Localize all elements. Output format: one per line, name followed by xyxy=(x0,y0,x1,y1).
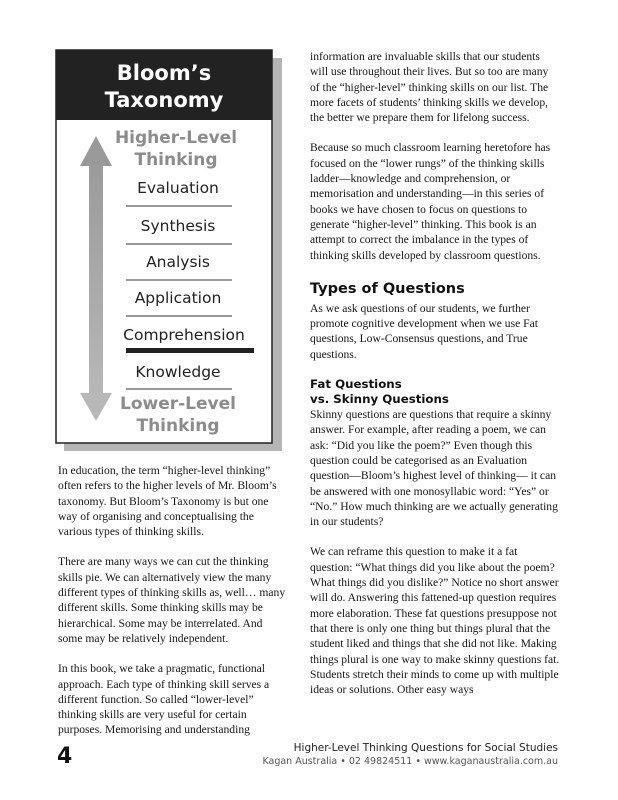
page-number: 4 xyxy=(57,744,73,769)
left-paragraph-1: In education, the term “higher-level thinking” often refers to the higher levels of Mr. Bloom’s taxonomy. But Bloom’s Taxonomy is but one way of organising and conceptualising the various types of thinking skills. xyxy=(58,464,277,539)
level-knowledge: Knowledge xyxy=(135,363,221,381)
subheading-fat-questions: Fat Questions xyxy=(310,377,402,392)
footer-book-title: Higher-Level Thinking Questions for Social Studies xyxy=(293,742,558,754)
lower-level-label-line2: Thinking xyxy=(136,416,220,436)
right-paragraph-5: We can reframe this question to make it a fat question: “What things did you like about the poem? What things did you dislike?” Notice no short answer will do. Answering this fattened-up question requires more elaboration. These fat questions presuppose not that there is only one thing but things plural that the student liked and things that she did not like. Making things plural is one way to make skinny questions fat. Students stretch their minds to come up with multiple ideas or solutions. Other easy ways xyxy=(310,545,560,697)
right-column xyxy=(310,49,560,697)
subheading-vs-skinny-questions: vs. Skinny Questions xyxy=(310,392,449,407)
left-paragraph-3: In this book, we take a pragmatic, functional approach. Each type of thinking skill serves a different function. So called “lower-level” thinking skills are very useful for certain purposes. Memorising and understanding xyxy=(58,662,270,737)
right-paragraph-2: Because so much classroom learning heretofore has focused on the “lower rungs” of the thinking skills ladder—knowledge and comprehension, or memorisation and understanding—in this series of books we have chosen to focus on questions to generate “higher-level” thinking. This book is an attempt to correct the imbalance in the types of thinking skills developed by classroom questions. xyxy=(310,141,551,262)
section-heading-types-of-questions: Types of Questions xyxy=(310,280,465,297)
level-synthesis: Synthesis xyxy=(140,217,216,235)
left-column xyxy=(58,463,286,738)
level-comprehension: Comprehension xyxy=(123,326,245,344)
right-paragraph-3: As we ask questions of our students, we further promote cognitive development when we use Fat questions, Low-Consensus questions, and True questions. xyxy=(310,301,538,361)
thick-divider xyxy=(126,348,254,353)
footer-publisher-line: Kagan Australia • 02 49824511 • www.kaganaustralia.com.au xyxy=(262,756,558,767)
level-evaluation: Evaluation xyxy=(137,179,219,197)
taxonomy-title-line2: Taxonomy xyxy=(104,88,224,112)
right-paragraph-1: information are invaluable skills that our students will use throughout their lives. But so too are many of the “higher-level” thinking skills on our list. The more facets of students’ thinking skills we develop, the better we prepare them for lifelong success. xyxy=(310,50,549,125)
left-paragraph-2: There are many ways we can cut the thinking skills pie. We can alternatively view the many different types of thinking skills as, well… many different skills. Some thinking skills may be hierarchical. Some may be interrelated. And some may be relatively independent. xyxy=(58,555,286,645)
level-analysis: Analysis xyxy=(146,253,210,271)
higher-level-label-line1: Higher-Level xyxy=(114,128,238,148)
blooms-taxonomy-figure xyxy=(54,48,286,455)
right-paragraph-4: Skinny questions are questions that require a skinny answer. For example, after reading a poem, we can ask: “Did you like the poem?” Even though this question could be categorised as an Evaluation question—Bloom’s highest level of thinking— it can be answered with one monosyllabic word: “Yes” or “No.” How much thinking are we actually generating in our students? xyxy=(310,408,558,529)
higher-level-label-line2: Thinking xyxy=(134,150,218,170)
lower-level-label-line1: Lower-Level xyxy=(120,394,236,414)
level-application: Application xyxy=(134,289,222,307)
taxonomy-title-line1: Bloom’s xyxy=(116,61,212,85)
